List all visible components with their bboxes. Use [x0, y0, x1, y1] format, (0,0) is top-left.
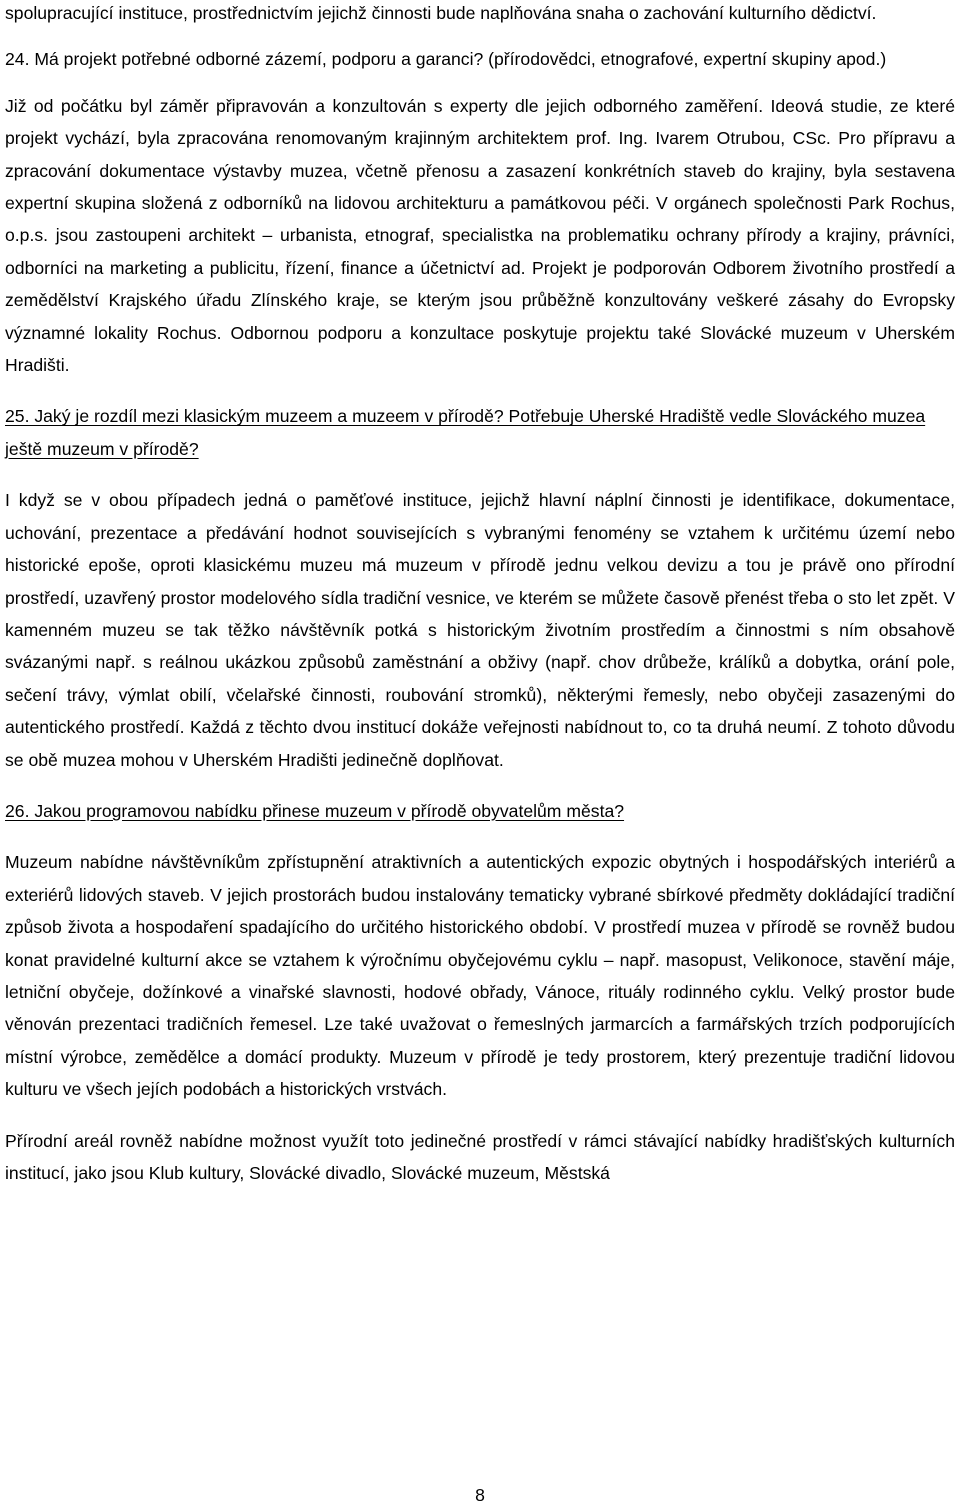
- spacer: [5, 776, 955, 795]
- question-26-heading: 26. Jakou programovou nabídku přinese muzeum v přírodě obyvatelům města?: [5, 800, 625, 821]
- paragraph-natural-area: Přírodní areál rovněž nabídne možnost využít toto jedinečné prostředí v rámci stávající nabídky hradišťských kulturních institucí, jako jsou Klub kultury, Slovácké divadlo, Slovácké muzeum, Městská: [5, 1130, 955, 1183]
- spacer: [5, 29, 955, 43]
- question-24: 24. Má projekt potřebné odborné zázemí, podporu a garanci? (přírodovědci, etnografové, expertní skupiny apod.): [5, 49, 887, 70]
- spacer: [5, 827, 955, 846]
- document-page: [5, 0, 955, 1189]
- spacer: [5, 1106, 955, 1125]
- answer-25: I když se v obou případech jedná o paměťové instituce, jejichž hlavní náplní činnosti je identifikace, dokumentace, uchování, prezentace a předávání hodnot souvisejících s vybranými fenomény se vztahem k určitému území nebo historické epoše, oproti klasickému muzeu má muzeum v přírodě jednu velkou devizu a tou je právě ono přírodní prostředí, uzavřený prostor modelového sídla tradiční vesnice, ve kterém se můžete časově přenést třeba o sto let zpět. V kamenném muzeu se tak těžko návštěvník potká s historickým životním prostředím a činnostmi s ním obsahově svázanými např. s reálnou ukázkou způsobů zaměstnání a obživy (např. chov drůbeže, králíků a dobytka, orání pole, sečení trávy, výmlat obilí, včelařské činnosti, roubování stromků), některými řemesly, nebo obyčeji zasazenými do autentického prostředí. Každá z těchto dvou institucí dokáže veřejnosti nabídnout to, co ta druhá neumí. Z tohoto důvodu se obě muzea mohou v Uherském Hradišti jedinečně doplňovat.: [5, 490, 955, 770]
- spacer: [5, 76, 955, 90]
- answer-26: Muzeum nabídne návštěvníkům zpřístupnění atraktivních a autentických expozic obytných i hospodářských interiérů a exteriérů lidových staveb. V jejich prostorách budou instalovány tematicky vybrané sbírkové předměty dokládající tradiční způsob života a hospodaření spadajícího do určitého historického období. V prostředí muzea v přírodě se rovněž budou konat pravidelné kulturní akce se vztahem k výročnímu obyčejovému cyklu – např. masopust, Velikonoce, stavění máje, letniční obyčeje, dožínkové a vinařské slavnosti, hodové obřady, Vánoce, rituály rodinného cyklu. Velký prostor bude věnován prezentaci tradičních řemesel. Lze také uvažovat o řemeslných jarmarcích a farmářských trzích podporujících místní výrobce, zemědělce a domácí produkty. Muzeum v přírodě je tedy prostorem, který prezentuje tradiční lidovou kulturu ve všech jejích podobách a historických vrstvách.: [5, 852, 955, 1100]
- spacer: [5, 381, 955, 400]
- page-number: 8: [475, 1485, 485, 1505]
- spacer: [5, 465, 955, 484]
- question-25-heading: 25. Jaký je rozdíl mezi klasickým muzeem a muzeem v přírodě? Potřebuje Uherské Hradiště vedle Slováckého muzea ještě muzeum v přírodě?: [5, 406, 926, 459]
- paragraph-continuation: spolupracující instituce, prostřednictvím jejichž činnosti bude naplňována snaha o zachování kulturního dědictví.: [5, 3, 877, 23]
- answer-24: Již od počátku byl záměr připravován a konzultován s experty dle jejich odborného zaměření. Ideová studie, ze které projekt vychází, byla zpracována renomovaným krajinným architektem prof. Ing. Ivarem Otrubou, CSc. Pro přípravu a zpracování dokumentace výstavby muzea, včetně přenosu a zasazení konkrétních staveb do krajiny, byla sestavena expertní skupina složená z odborníků na lidovou architekturu a památkovou péči. V orgánech společnosti Park Rochus, o.p.s. jsou zastoupeni architekt – urbanista, etnograf, specialistka na problematiku ochrany přírody a krajiny, právníci, odborníci na marketing a publicitu, řízení, finance a účetnictví ad. Projekt je podporován Odborem životního prostředí a zemědělství Krajského úřadu Zlínského kraje, se kterým jsou průběžně konzultovány veškeré zásahy do Evropsky významné lokality Rochus. Odbornou podporu a konzultace poskytuje projektu také Slovácké muzeum v Uherském Hradišti.: [5, 95, 955, 376]
